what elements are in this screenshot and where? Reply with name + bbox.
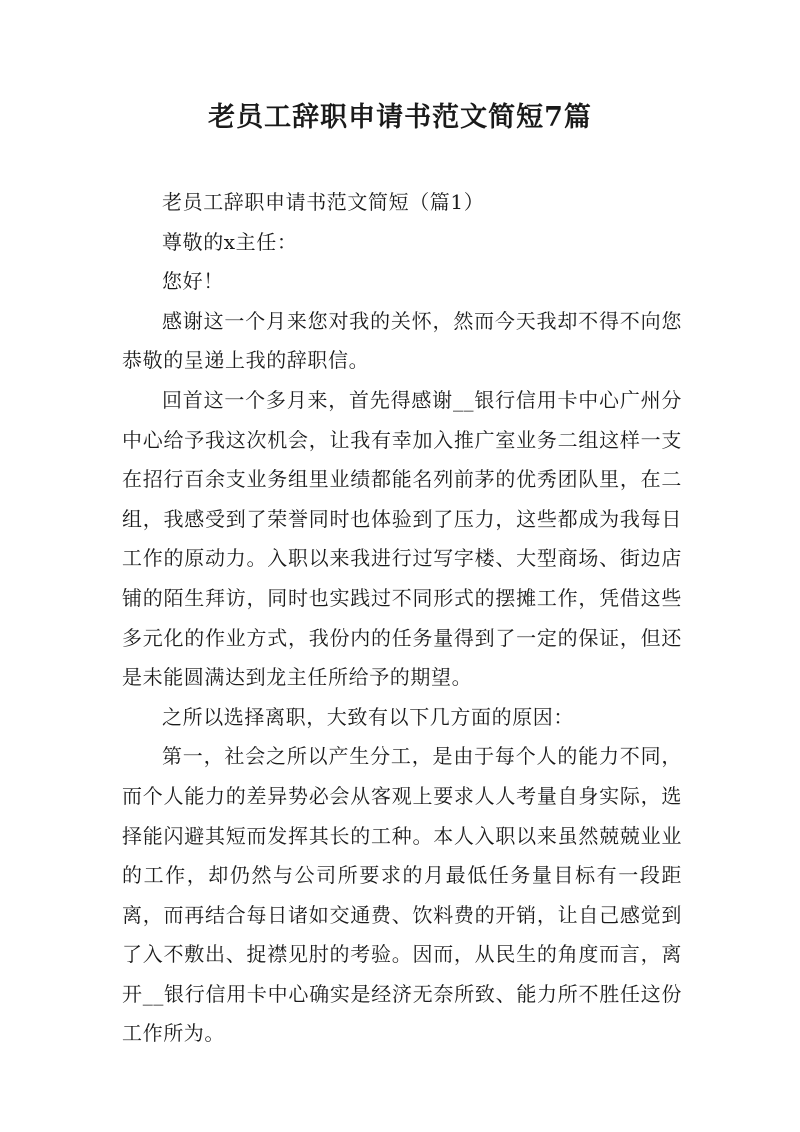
salutation: 尊敬的x主任：: [162, 229, 298, 254]
body-paragraph: 之所以选择离职，大致有以下几方面的原因：: [162, 704, 574, 729]
document-title: 老员工辞职申请书范文简短7篇: [208, 102, 592, 133]
body-paragraph: 感谢这一个月来您对我的关怀，然而今天我却不得不向您恭敬的呈递上我的辞职信。: [122, 308, 682, 373]
document-body: [122, 183, 682, 1054]
greeting: 您好！: [162, 269, 224, 294]
body-paragraph: 回首这一个多月来，首先得感谢__银行信用卡中心广州分中心给予我这次机会，让我有幸加入推广室业务二组这样一支在招行百余支业务组里业绩都能名列前茅的优秀团队里，在二组，我感受到了荣誉同时也体验到了压力，这些都成为我每日工作的原动力。入职以来我进行过写字楼、大型商场、街边店铺的陌生拜访，同时也实践过不同形式的摆摊工作，凭借这些多元化的作业方式，我份内的任务量得到了一定的保证，但还是未能圆满达到龙主任所给予的期望。: [122, 387, 682, 690]
body-paragraph: 第一，社会之所以产生分工，是由于每个人的能力不同，而个人能力的差异势必会从客观上要求人人考量自身实际，选择能闪避其短而发挥其长的工种。本人入职以来虽然兢兢业业的工作，却仍然与公司所要求的月最低任务量目标有一段距离，而再结合每日诸如交通费、饮料费的开销，让自己感觉到了入不敷出、捉襟见肘的考验。因而，从民生的角度而言，离开__银行信用卡中心确实是经济无奈所致、能力所不胜任这份工作所为。: [122, 744, 682, 1046]
section-heading: 老员工辞职申请书范文简短（篇1）: [162, 190, 485, 214]
